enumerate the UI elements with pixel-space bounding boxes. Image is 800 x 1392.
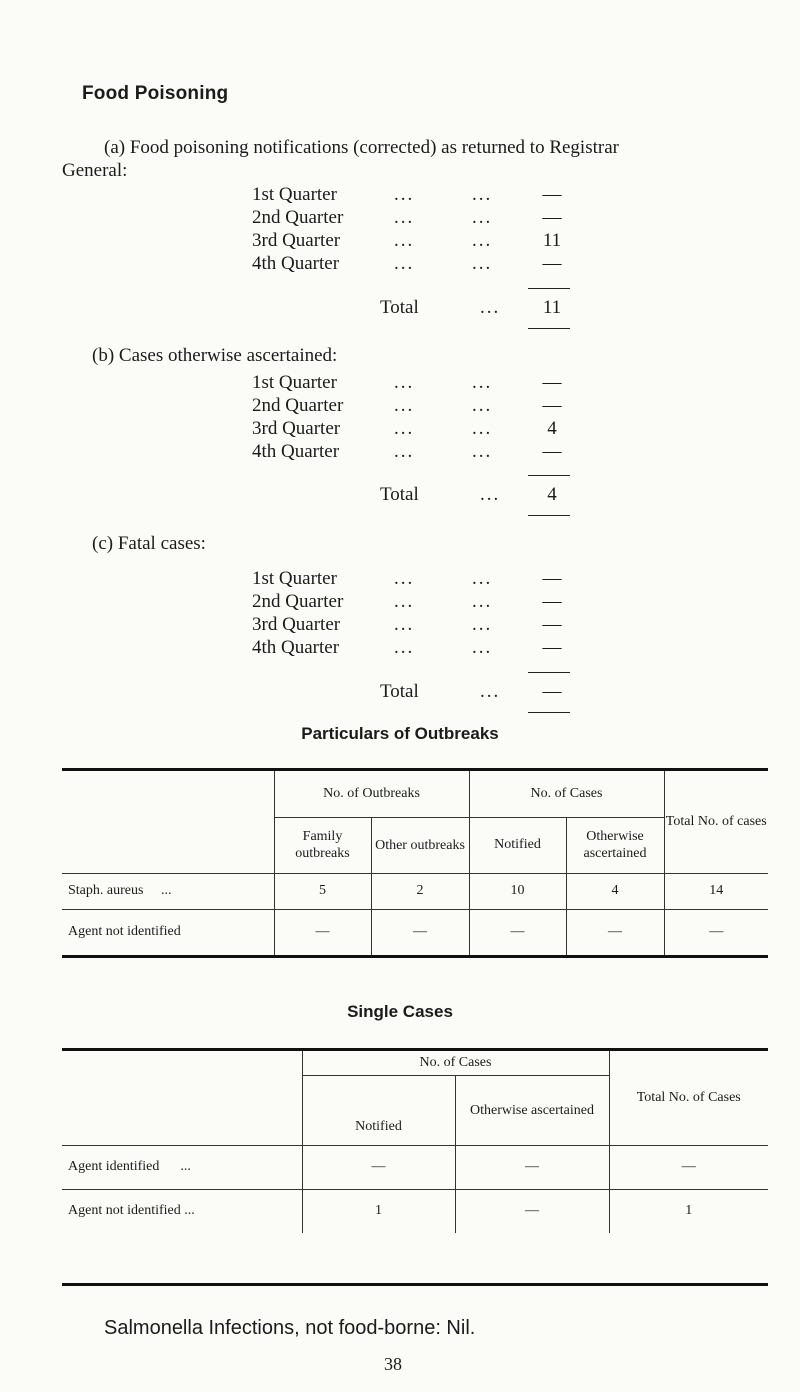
section-b-total (380, 484, 572, 506)
sum-rule (528, 475, 570, 476)
leader-dots: ... (160, 883, 172, 898)
quarter-value: 11 (542, 230, 562, 251)
leader-dots: ... (480, 297, 501, 318)
section-b-label: (b) Cases otherwise ascertained: (92, 345, 338, 366)
cell-notified: 1 (302, 1189, 455, 1233)
section-b-row-2 (252, 395, 572, 417)
quarter-label: 1st Quarter (252, 184, 337, 205)
header-otherwise-ascertained: Otherwise ascertained (455, 1075, 609, 1145)
header-total-cases: Total No. of cases (664, 771, 768, 873)
section-a-intro: (a) Food poisoning notifications (corrected) as returned to Registrar (104, 137, 619, 158)
section-a-row-2 (252, 207, 572, 229)
section-a-row-1 (252, 184, 572, 206)
section-b-row-3 (252, 418, 572, 440)
section-c-row-2 (252, 591, 572, 613)
leader-dots: ... (394, 207, 415, 228)
section-c-row-4 (252, 637, 572, 659)
table-corner (62, 771, 274, 873)
cell-otherwise: 4 (566, 873, 664, 909)
table-row (62, 873, 768, 909)
quarter-label: 4th Quarter (252, 253, 340, 274)
total-value: 11 (542, 297, 562, 318)
page-number: 38 (384, 1354, 402, 1374)
leader-dots: ... (472, 614, 493, 635)
sum-rule (528, 672, 570, 673)
section-a-row-3 (252, 230, 572, 252)
quarter-label: 3rd Quarter (252, 418, 341, 439)
table-row (62, 1189, 768, 1233)
outbreaks-table (62, 771, 768, 955)
leader-dots: ... (394, 372, 415, 393)
leader-dots: ... (472, 441, 493, 462)
leader-dots: ... (472, 230, 493, 251)
leader-dots: ... (394, 591, 415, 612)
leader-dots: ... (394, 441, 415, 462)
header-otherwise-ascertained: Otherwise ascertained (566, 817, 664, 873)
cell-otherwise: — (455, 1145, 609, 1189)
quarter-value: — (542, 637, 562, 658)
section-c-label: (c) Fatal cases: (92, 533, 206, 554)
total-value: — (542, 681, 562, 702)
section-a-total (380, 297, 572, 319)
row-label: Agent not identified (62, 909, 274, 955)
quarter-value: — (542, 441, 562, 462)
cell-total: 14 (664, 873, 768, 909)
section-a-intro-cont: General: (62, 160, 128, 181)
quarter-value: — (542, 614, 562, 635)
leader-dots: ... (472, 184, 493, 205)
header-other-outbreaks: Other outbreaks (371, 817, 469, 873)
leader-dots: ... (480, 484, 501, 505)
quarter-value: — (542, 207, 562, 228)
table-row (62, 1145, 768, 1189)
total-label: Total (380, 297, 419, 318)
section-c-row-1 (252, 568, 572, 590)
cell-family: — (274, 909, 371, 955)
row-label (62, 1189, 302, 1233)
leader-dots: ... (394, 230, 415, 251)
quarter-label: 4th Quarter (252, 637, 340, 658)
leader-dots: ... (394, 568, 415, 589)
salmonella-note: Salmonella Infections, not food-borne: Nil. (104, 1317, 476, 1339)
leader-dots: ... (472, 568, 493, 589)
table-corner (62, 1051, 302, 1145)
cell-otherwise: — (455, 1189, 609, 1233)
leader-dots: ... (394, 395, 415, 416)
quarter-value: — (542, 568, 562, 589)
quarter-value: — (542, 184, 562, 205)
table-bottom-rule (62, 955, 768, 958)
cell-other: — (371, 909, 469, 955)
quarter-value: — (542, 372, 562, 393)
section-a-row-4 (252, 253, 572, 275)
cell-notified: — (469, 909, 566, 955)
quarter-label: 1st Quarter (252, 568, 337, 589)
total-rule (528, 712, 570, 713)
row-label-text: Agent identified (68, 1159, 160, 1174)
quarter-label: 3rd Quarter (252, 230, 341, 251)
outbreaks-title: Particulars of Outbreaks (301, 724, 499, 743)
section-b-row-4 (252, 441, 572, 463)
leader-dots: ... (472, 418, 493, 439)
leader-dots: ... (472, 591, 493, 612)
single-cases-table (62, 1051, 768, 1233)
leader-dots: ... (394, 637, 415, 658)
leader-dots: ... (480, 681, 501, 702)
leader-dots: ... (394, 614, 415, 635)
section-b-row-1 (252, 372, 572, 394)
cell-family: 5 (274, 873, 371, 909)
header-notified: Notified (469, 817, 566, 873)
section-c-row-3 (252, 614, 572, 636)
cell-notified: — (302, 1145, 455, 1189)
single-cases-title: Single Cases (347, 1002, 453, 1021)
cell-otherwise: — (566, 909, 664, 955)
row-label-text: Staph. aureus (68, 883, 144, 898)
leader-dots: ... (394, 418, 415, 439)
quarter-label: 2nd Quarter (252, 395, 344, 416)
cell-total: 1 (609, 1189, 768, 1233)
quarter-label: 4th Quarter (252, 441, 340, 462)
total-label: Total (380, 484, 419, 505)
header-no-of-cases: No. of Cases (469, 771, 664, 817)
total-label: Total (380, 681, 419, 702)
leader-dots: ... (180, 1159, 191, 1174)
cell-other: 2 (371, 873, 469, 909)
row-label-text: Agent not identified (68, 1203, 181, 1219)
section-c-total (380, 681, 572, 703)
quarter-label: 1st Quarter (252, 372, 337, 393)
row-label (62, 1145, 302, 1189)
leader-dots: ... (472, 395, 493, 416)
quarter-label: 2nd Quarter (252, 591, 344, 612)
quarter-label: 2nd Quarter (252, 207, 344, 228)
header-no-of-outbreaks: No. of Outbreaks (274, 771, 469, 817)
header-no-of-cases: No. of Cases (302, 1051, 609, 1075)
header-notified: Notified (302, 1075, 455, 1145)
header-total-cases: Total No. of Cases (609, 1051, 768, 1145)
table-row (62, 909, 768, 955)
cell-total: — (664, 909, 768, 955)
table-bottom-rule (62, 1283, 768, 1286)
leader-dots: ... (472, 637, 493, 658)
total-value: 4 (547, 484, 557, 505)
quarter-value: — (542, 591, 562, 612)
leader-dots: ... (472, 253, 493, 274)
page-heading: Food Poisoning (82, 83, 229, 104)
leader-dots: ... (472, 372, 493, 393)
leader-dots: ... (184, 1203, 195, 1219)
total-rule (528, 328, 570, 329)
leader-dots: ... (394, 184, 415, 205)
header-family-outbreaks: Family outbreaks (274, 817, 371, 873)
quarter-value: 4 (547, 418, 557, 439)
quarter-label: 3rd Quarter (252, 614, 341, 635)
cell-total: — (609, 1145, 768, 1189)
quarter-value: — (542, 253, 562, 274)
quarter-value: — (542, 395, 562, 416)
sum-rule (528, 288, 570, 289)
row-label (62, 873, 274, 909)
cell-notified: 10 (469, 873, 566, 909)
total-rule (528, 515, 570, 516)
leader-dots: ... (394, 253, 415, 274)
leader-dots: ... (472, 207, 493, 228)
